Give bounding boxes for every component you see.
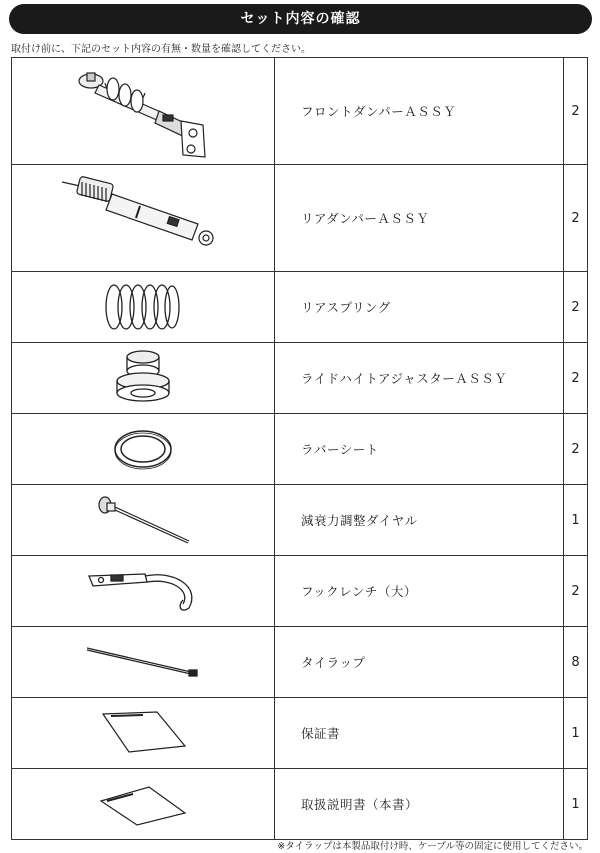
intro-text: 取付け前に、下記のセット内容の有無・数量を確認してください。	[11, 44, 311, 55]
item-qty: 2	[564, 556, 588, 627]
item-qty: 8	[564, 627, 588, 698]
item-name: 減衰力調整ダイヤル	[275, 485, 564, 556]
cable-tie-icon	[83, 642, 203, 682]
rubber-seat-icon	[108, 424, 178, 474]
item-name: 取扱説明書（本書）	[275, 769, 564, 840]
table-row	[12, 556, 588, 627]
item-qty: 2	[564, 272, 588, 343]
item-qty: 1	[564, 769, 588, 840]
section-header: セット内容の確認	[9, 4, 592, 34]
warranty-card-icon	[93, 708, 193, 758]
table-row	[12, 698, 588, 769]
table-row	[12, 627, 588, 698]
item-name: リアスプリング	[275, 272, 564, 343]
manual-icon	[93, 779, 193, 829]
table-row	[12, 272, 588, 343]
ride-height-adjuster-icon	[108, 347, 178, 409]
table-row	[12, 769, 588, 840]
item-qty: 2	[564, 414, 588, 485]
item-qty: 2	[564, 165, 588, 272]
table-row	[12, 343, 588, 414]
item-name: ライドハイトアジャスターＡＳＳＹ	[275, 343, 564, 414]
footnote: ※タイラップは本製品取付け時、ケーブル等の固定に使用してください。	[277, 841, 588, 852]
parts-table	[11, 57, 588, 840]
table-row	[12, 414, 588, 485]
damping-dial-icon	[93, 493, 193, 547]
item-qty: 1	[564, 698, 588, 769]
item-name: フロントダンパーＡＳＳＹ	[275, 58, 564, 165]
front-damper-icon	[63, 61, 223, 161]
item-qty: 2	[564, 58, 588, 165]
item-name: タイラップ	[275, 627, 564, 698]
rear-spring-icon	[98, 277, 188, 337]
item-name: ラバーシート	[275, 414, 564, 485]
item-qty: 2	[564, 343, 588, 414]
item-name: リアダンパーＡＳＳＹ	[275, 165, 564, 272]
table-row	[12, 165, 588, 272]
table-row	[12, 58, 588, 165]
hook-wrench-icon	[83, 566, 203, 616]
item-qty: 1	[564, 485, 588, 556]
table-row	[12, 485, 588, 556]
rear-damper-icon	[58, 168, 228, 268]
item-name: フックレンチ（大）	[275, 556, 564, 627]
item-name: 保証書	[275, 698, 564, 769]
